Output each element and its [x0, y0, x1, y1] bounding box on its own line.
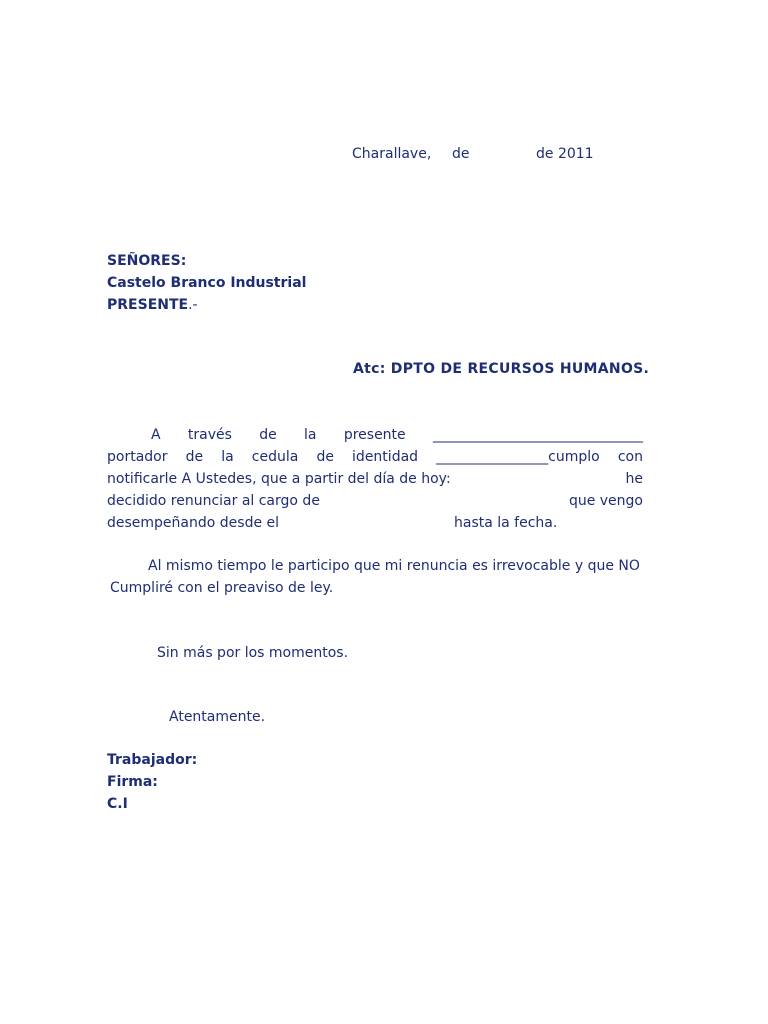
signature-firma: Firma:: [107, 774, 158, 790]
recipient-company: Castelo Branco Industrial: [107, 275, 307, 291]
attention-line: Atc: DPTO DE RECURSOS HUMANOS.: [353, 361, 650, 377]
p1-word: identidad: [352, 449, 419, 465]
p1-text: notificarle A Ustedes, que a partir del día de hoy:: [107, 471, 451, 487]
body-line-1: [107, 426, 643, 444]
date-city: Charallave,: [352, 146, 432, 162]
p1-text: decidido renunciar al cargo de: [107, 493, 320, 509]
p1-blank: ______________________________: [432, 427, 643, 443]
p1-word: la: [221, 449, 234, 465]
p1-word: ________________cumplo: [436, 449, 600, 465]
p1-word: de: [259, 427, 277, 443]
signature-trabajador: Trabajador:: [107, 752, 198, 768]
p1-text: que vengo: [568, 493, 643, 509]
p1-text: he: [625, 471, 643, 487]
body-line-5-right: hasta la fecha.: [454, 515, 558, 531]
date-de: de: [452, 146, 470, 162]
body-line-3: [107, 470, 643, 488]
p1-word: la: [304, 427, 317, 443]
p1-word: cedula: [251, 449, 299, 465]
presente-suffix: .-: [188, 297, 198, 313]
p1-word: de: [185, 449, 204, 465]
p1-word: de: [316, 449, 334, 465]
p1-word: través: [187, 427, 232, 443]
body-line-4: [107, 492, 643, 510]
body-p2-line-2: Cumpliré con el preaviso de ley.: [110, 580, 334, 596]
p1-word: con: [617, 449, 643, 465]
p1-word: A: [151, 427, 161, 443]
p1-word: portador: [107, 449, 168, 465]
p1-word: presente: [343, 427, 406, 443]
signature-ci: C.I: [107, 796, 128, 812]
closing-atentamente: Atentamente.: [169, 709, 266, 725]
recipient-salutation: SEÑORES:: [107, 253, 187, 269]
closing-sin-mas: Sin más por los momentos.: [157, 645, 349, 661]
recipient-presente: [107, 296, 198, 314]
date-year: de 2011: [536, 146, 594, 162]
body-line-2: [107, 448, 643, 466]
body-line-5-left: desempeñando desde el: [107, 515, 280, 531]
presente-word: PRESENTE: [107, 297, 189, 313]
body-p2-line-1: Al mismo tiempo le participo que mi renuncia es irrevocable y que NO: [148, 558, 640, 574]
